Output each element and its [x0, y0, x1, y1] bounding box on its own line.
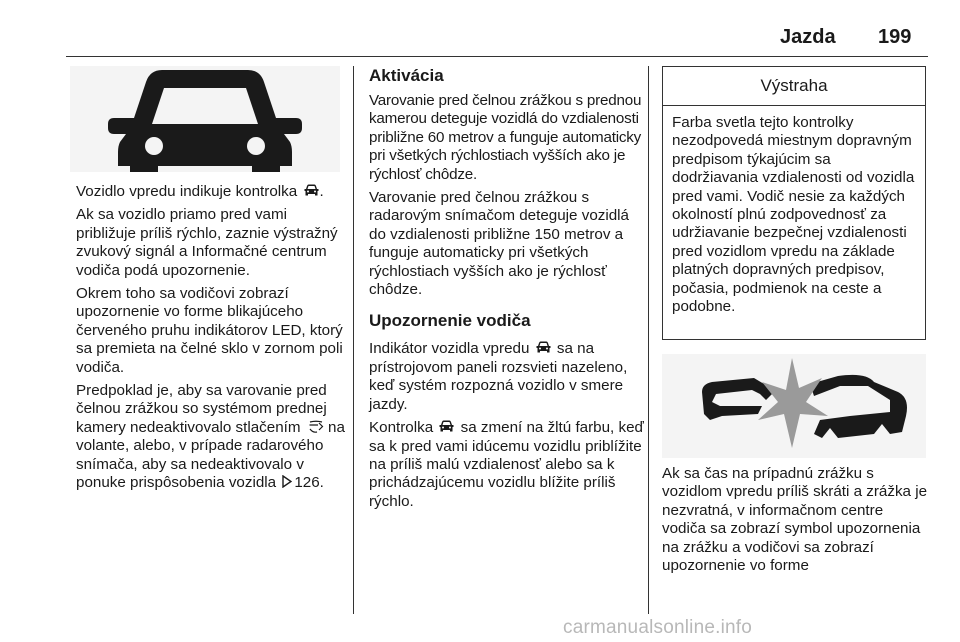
- middle-p3-a: Indikátor vozidla vpredu: [369, 340, 530, 358]
- column-divider-1: [353, 66, 354, 614]
- chapter-title: Jazda: [780, 26, 836, 48]
- heading-driver-alert: Upozornenie vodiča: [369, 311, 531, 331]
- left-p3: Okrem toho sa vodičovi zobrazí upozornenie vo forme blikajúceho červeného pruhu indikátorov LED, ktorý sa premieta na čelné sklo v zornom poli vodiča.: [76, 285, 343, 376]
- middle-p1: Varovanie pred čelnou zrážkou s prednou kamerou deteguje vozidlá do vzdialenosti približne 60 metrov a funguje automaticky pri všetkých rýchlostiach vyšších ako je rýchlosť chôdze.: [369, 92, 642, 183]
- middle-column: [369, 66, 649, 516]
- heading-activation: Aktivácia: [369, 66, 444, 85]
- watermark: carmanualsonline.info: [563, 617, 753, 638]
- page-number: 199: [878, 26, 912, 48]
- right-column: [662, 465, 930, 580]
- warning-box: [662, 66, 926, 340]
- left-p4-ref[interactable]: 126.: [294, 474, 324, 492]
- vehicle-ahead-icon: [536, 341, 551, 354]
- header-divider: [66, 56, 928, 57]
- collision-warning-icon: [662, 354, 926, 458]
- reference-arrow-icon: [282, 475, 292, 488]
- middle-p4-b: sa zmení na žltú farbu, keď sa k pred vami idúcemu vozidlu priblížite na príliš malú vzdialenosť alebo sa k prichádzajúcemu vozidlu blížite príliš rýchlo.: [369, 419, 644, 510]
- left-p1-end: .: [319, 183, 324, 200]
- column-divider-2: [648, 66, 649, 614]
- left-p2: Ak sa vozidlo priamo pred vami približuje príliš rýchlo, zaznie výstražný zvukový signál a Informačné centrum vodiča podá upozornenie.: [76, 206, 338, 279]
- left-p4-b: na volante, alebo, v prípade radarového snímača, aby sa nedeaktivovalo v ponuke prispôsobenia vozidla: [76, 418, 345, 492]
- left-p1: Vozidlo vpredu indikuje kontrolka: [76, 183, 298, 200]
- middle-p2: Varovanie pred čelnou zrážkou s radarovým snímačom deteguje vozidlá do vzdialenosti približne 150 metrov a funguje automaticky pri všetkých rýchlostiach vyšších ako je rýchlosť chôdze.: [369, 189, 629, 299]
- vehicle-ahead-icon: [304, 184, 319, 197]
- warning-title: Výstraha: [663, 67, 925, 106]
- vehicle-ahead-large-icon: [70, 66, 340, 172]
- right-p1: Ak sa čas na prípadnú zrážku s vozidlom vpredu príliš skráti a zrážka je nezvratná, v informačnom centre vodiča sa zobrazí symbol upozornenia na zrážku a vodičovi sa zobrazí upozornenie vo forme: [662, 465, 928, 575]
- vehicle-ahead-icon: [439, 420, 454, 433]
- steering-wheel-button-icon: [308, 420, 324, 434]
- middle-p3-b: sa na prístrojovom paneli rozsvieti nazeleno, keď systém rozpozná vozidlo v smere jazdy.: [369, 340, 628, 413]
- left-p4-a: Predpoklad je, aby sa varovanie pred čelnou zrážkou so systémom prednej kamery nedeaktivovalo stlačením: [76, 382, 327, 436]
- warning-body: Farba svetla tejto kontrolky nezodpovedá miestnym dopravným predpisom týkajúcim sa dodržiavania vzdialenosti od vozidla pred vami. Vodič nesie za každých okolností plnú zodpovednosť za udržiavanie bezpečnej vzdialenosti pred vozidlom vpredu na základe platných dopravných predpisov, počasia, podmienok na ceste a podobne.: [672, 114, 915, 316]
- middle-p4-a: Kontrolka: [369, 419, 434, 437]
